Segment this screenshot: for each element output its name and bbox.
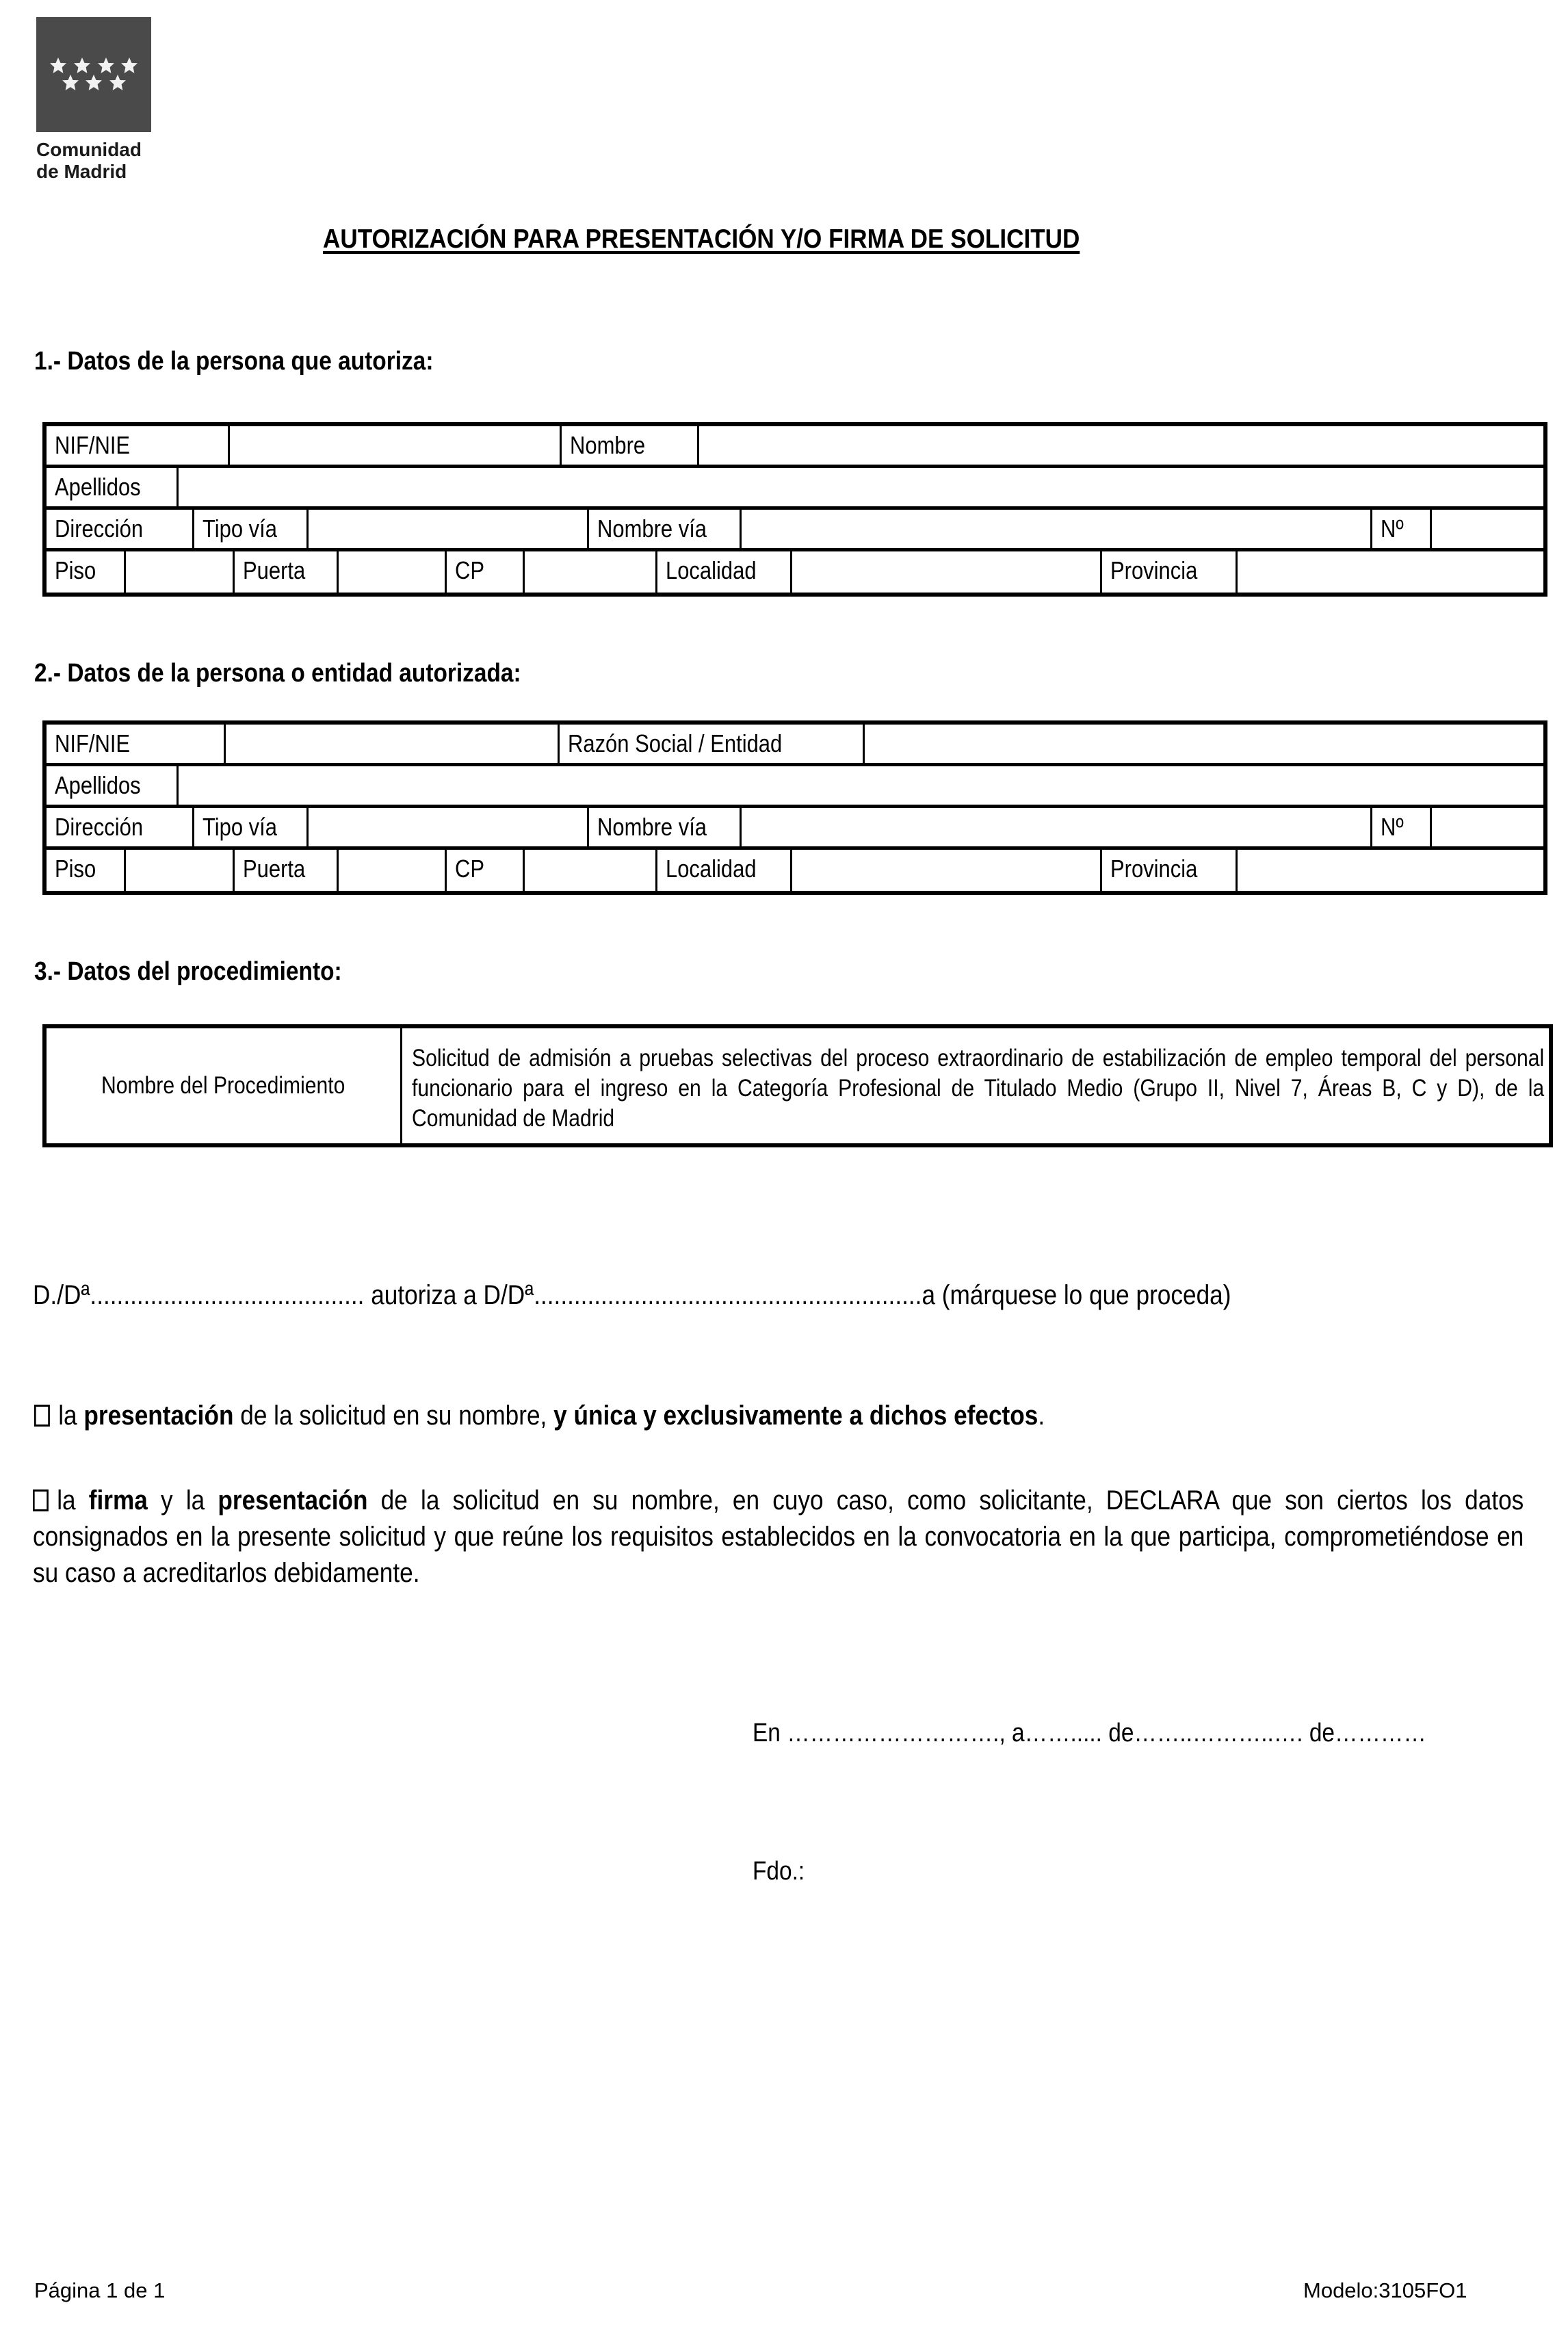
option-text: y la: [147, 1485, 218, 1515]
authorizer-localidad-field[interactable]: [792, 551, 1102, 593]
logo-line-2: de Madrid: [36, 161, 127, 182]
tipo-via-label: Tipo vía: [194, 510, 309, 548]
authorizer-apellidos-field[interactable]: [179, 468, 1543, 506]
authorizer-cp-field[interactable]: [525, 551, 657, 593]
authorized-data-table: [42, 720, 1547, 895]
nombre-via-label: Nombre vía: [589, 808, 742, 846]
puerta-label: Puerta: [235, 551, 339, 593]
procedure-name-label: Nombre del Procedimiento: [47, 1028, 402, 1143]
authorized-name-blank[interactable]: ..........................................................: [534, 1280, 922, 1310]
authorized-numero-field[interactable]: [1432, 808, 1543, 846]
authorizer-provincia-field[interactable]: [1238, 551, 1543, 593]
authorized-nif-field[interactable]: [226, 725, 560, 763]
localidad-label: Localidad: [657, 850, 792, 891]
provincia-label: Provincia: [1102, 850, 1238, 891]
presentation-only-checkbox[interactable]: [34, 1405, 50, 1427]
authorizer-data-table: [42, 422, 1547, 597]
comunidad-de-madrid-logo: [36, 17, 151, 132]
document-title: AUTORIZACIÓN PARA PRESENTACIÓN Y/O FIRMA DE SOLICITUD: [323, 224, 1080, 254]
authorized-razon-social-field[interactable]: [865, 725, 1543, 763]
place-date-line[interactable]: En ………………………., a……..... de……..………..…. de…………: [753, 1719, 1426, 1747]
authorized-piso-field[interactable]: [126, 850, 235, 891]
nif-label: NIF/NIE: [47, 426, 230, 465]
option-bold-text: y única y exclusivamente a dichos efectos: [553, 1401, 1038, 1431]
puerta-label: Puerta: [235, 850, 339, 891]
model-code: Modelo:3105FO1: [1303, 2278, 1467, 2302]
nif-label: NIF/NIE: [47, 725, 226, 763]
nombre-label: Nombre: [562, 426, 699, 465]
authorized-cp-field[interactable]: [525, 850, 657, 891]
authorized-nombre-via-field[interactable]: [742, 808, 1372, 846]
nombre-via-label: Nombre vía: [589, 510, 742, 548]
authorizer-numero-field[interactable]: [1432, 510, 1543, 548]
authorizer-puerta-field[interactable]: [339, 551, 447, 593]
authorized-puerta-field[interactable]: [339, 850, 447, 891]
apellidos-label: Apellidos: [47, 468, 179, 506]
option-text: .: [1038, 1401, 1045, 1431]
option-text: de la solicitud en su nombre, en cuyo caso, como solicitante, DECLARA que son ciertos los datos consignados en la presente solicitud y que reúne los requisitos establecidos en la convocatoria en la que participa, comprometiéndose en su caso a acreditarlos debidamente.: [33, 1485, 1524, 1588]
authorized-localidad-field[interactable]: [792, 850, 1102, 891]
star-icons: [36, 17, 151, 132]
authorization-statement: [33, 1278, 1231, 1312]
section-3-heading: 3.- Datos del procedimiento:: [34, 957, 342, 986]
option-text: la: [58, 1401, 84, 1431]
authorized-apellidos-field[interactable]: [179, 766, 1543, 805]
option-bold-text: presentación: [83, 1401, 234, 1431]
cp-label: CP: [447, 551, 525, 593]
authorizer-prefix: D./Dª: [33, 1280, 90, 1310]
table-row: [47, 725, 1543, 766]
tipo-via-label: Tipo vía: [194, 808, 309, 846]
page-number: Página 1 de 1: [34, 2278, 166, 2302]
table-row: [47, 808, 1543, 850]
numero-label: Nº: [1372, 510, 1432, 548]
authorized-tipo-via-field[interactable]: [309, 808, 589, 846]
mark-instruction: a (márquese lo que proceda): [922, 1280, 1231, 1310]
authorized-provincia-field[interactable]: [1238, 850, 1543, 891]
provincia-label: Provincia: [1102, 551, 1238, 593]
numero-label: Nº: [1372, 808, 1432, 846]
razon-social-label: Razón Social / Entidad: [560, 725, 865, 763]
option-bold-text: firma: [88, 1485, 148, 1515]
localidad-label: Localidad: [657, 551, 792, 593]
table-row: [47, 551, 1543, 593]
table-row: [47, 766, 1543, 808]
table-row: [47, 468, 1543, 510]
cp-label: CP: [447, 850, 525, 891]
logo-text: [36, 139, 142, 183]
table-row: [47, 426, 1543, 468]
authorizer-piso-field[interactable]: [126, 551, 235, 593]
option-presentation: [34, 1398, 1045, 1433]
procedure-table: [42, 1024, 1553, 1147]
apellidos-label: Apellidos: [47, 766, 179, 805]
option-text: la: [57, 1485, 89, 1515]
logo-line-1: Comunidad: [36, 139, 142, 160]
option-text: de la solicitud en su nombre,: [233, 1401, 554, 1431]
table-row: [47, 850, 1543, 891]
authorizer-nombre-field[interactable]: [699, 426, 1543, 465]
sign-and-present-checkbox[interactable]: [33, 1489, 49, 1511]
table-row: [47, 510, 1543, 551]
piso-label: Piso: [47, 850, 126, 891]
procedure-name-value: Solicitud de admisión a pruebas selectivas del proceso extraordinario de estabilización de empleo temporal del personal funcionario para el ingreso en la Categoría Profesional de Titulado Medio (Grupo II, Nivel 7, Áreas B, C y D), de la Comunidad de Madrid: [412, 1045, 1545, 1132]
direccion-label: Dirección: [47, 510, 194, 548]
authorizer-tipo-via-field[interactable]: [309, 510, 589, 548]
section-2-heading: 2.- Datos de la persona o entidad autorizada:: [34, 659, 521, 688]
authorizer-nombre-via-field[interactable]: [742, 510, 1372, 548]
section-1-heading: 1.- Datos de la persona que autoriza:: [34, 347, 434, 376]
direccion-label: Dirección: [47, 808, 194, 846]
authorizer-nif-field[interactable]: [230, 426, 562, 465]
authorizer-name-blank[interactable]: .........................................: [90, 1280, 365, 1310]
signature-label: Fdo.:: [753, 1857, 805, 1886]
authorizes-text: autoriza a D/Dª: [364, 1280, 534, 1310]
option-bold-text: presentación: [218, 1485, 368, 1515]
option-sign-and-present: [33, 1483, 1524, 1591]
piso-label: Piso: [47, 551, 126, 593]
